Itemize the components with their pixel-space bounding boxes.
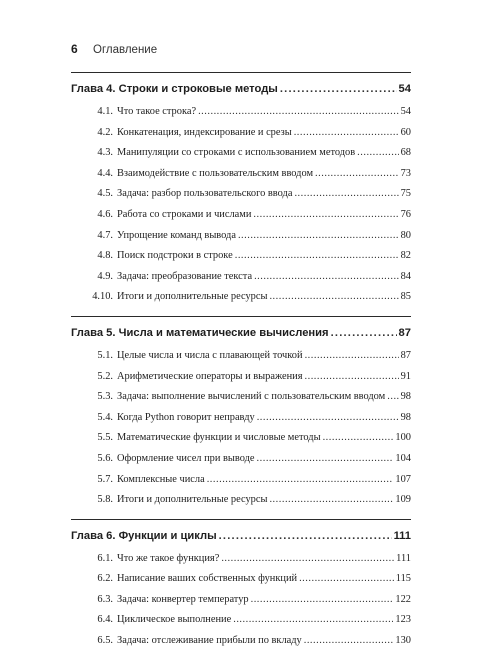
- section-title: Комплексные числа: [117, 473, 205, 485]
- section-page: 100: [395, 432, 411, 444]
- section-page: 107: [395, 473, 411, 485]
- section-title: Что такое строка?: [117, 106, 197, 117]
- toc-entry: [79, 143, 411, 164]
- section-page: 109: [395, 494, 411, 506]
- section-page: 115: [395, 573, 411, 585]
- running-head-title: Оглавление: [93, 44, 158, 56]
- dot-leader: [315, 164, 399, 185]
- toc-chapter: [71, 316, 411, 519]
- toc-entry: [79, 367, 411, 388]
- dot-leader: [198, 102, 399, 123]
- section-page: 76: [400, 208, 411, 220]
- chapter-page: 111: [393, 529, 411, 542]
- chapter-title: Глава 6. Функции и циклы: [71, 529, 217, 542]
- dot-leader: [233, 610, 393, 631]
- section-page: 75: [400, 188, 411, 200]
- dot-leader: [235, 246, 399, 267]
- section-title: Задача: выполнение вычислений с пользовательским вводом: [117, 391, 386, 403]
- dot-leader: [357, 143, 398, 164]
- toc-entry: [79, 164, 411, 185]
- section-page: 80: [400, 229, 411, 241]
- toc-entry: [79, 449, 411, 470]
- section-page: 60: [400, 126, 411, 138]
- section-page: 85: [400, 291, 411, 303]
- dot-leader: [257, 449, 394, 470]
- section-title: Итоги и дополнительные ресурсы: [117, 494, 268, 506]
- toc-entry: [79, 408, 411, 429]
- section-page: 84: [400, 270, 411, 282]
- dot-leader: [387, 387, 398, 408]
- toc-entry: [79, 102, 411, 123]
- section-number: 6.2.: [97, 573, 113, 585]
- section-number: 4.10.: [92, 291, 113, 303]
- section-page: 87: [400, 349, 411, 361]
- section-number: 5.3.: [97, 391, 113, 403]
- dot-leader: [254, 267, 399, 288]
- dot-leader: [323, 428, 394, 449]
- section-page: 82: [400, 250, 411, 262]
- chapter-title: Глава 5. Числа и математические вычисления: [71, 326, 329, 339]
- section-number: 4.9.: [97, 270, 113, 282]
- dot-leader: [294, 123, 399, 144]
- section-number: 6.4.: [97, 614, 113, 626]
- section-number: 4.6.: [97, 208, 113, 220]
- dot-leader: [299, 569, 394, 590]
- table-of-contents: [71, 72, 411, 660]
- section-title: Целые числа и числа с плавающей точкой: [117, 349, 303, 361]
- dot-leader: [238, 226, 399, 247]
- toc-entry: [79, 470, 411, 491]
- dot-leader: [219, 523, 392, 549]
- dot-leader: [305, 367, 399, 388]
- section-title: Оформление чисел при выводе: [117, 452, 255, 464]
- section-list: [71, 102, 411, 316]
- section-number: 4.4.: [97, 167, 113, 179]
- section-title: Работа со строками и числами: [117, 208, 252, 220]
- section-page: 104: [395, 452, 411, 464]
- section-title: Когда Python говорит неправду: [117, 411, 255, 423]
- section-number: 5.7.: [97, 473, 113, 485]
- dot-leader: [257, 408, 399, 429]
- chapter-page: 54: [398, 83, 411, 95]
- section-number: 4.1.: [97, 106, 113, 117]
- dot-leader: [221, 549, 394, 570]
- toc-entry: [79, 428, 411, 449]
- dot-leader: [280, 76, 397, 102]
- section-page: 98: [400, 391, 411, 403]
- section-title: Что же такое функция?: [117, 552, 220, 564]
- toc-entry: [79, 387, 411, 408]
- toc-entry: [79, 184, 411, 205]
- toc-entry: [79, 346, 411, 367]
- section-number: 4.5.: [97, 188, 113, 200]
- section-title: Циклическое выполнение: [117, 614, 232, 626]
- section-page: 73: [400, 167, 411, 179]
- section-title: Итоги и дополнительные ресурсы: [117, 291, 268, 303]
- section-number: 6.5.: [97, 635, 113, 647]
- chapter-entry: [71, 73, 411, 102]
- section-title: Упрощение команд вывода: [117, 229, 236, 241]
- section-number: 4.7.: [97, 229, 113, 241]
- section-page: 98: [400, 411, 411, 423]
- chapter-entry: [71, 317, 411, 346]
- section-number: 5.4.: [97, 411, 113, 423]
- toc-entry: [79, 226, 411, 247]
- chapter-entry: [71, 520, 411, 549]
- section-number: 6.3.: [97, 593, 113, 605]
- section-number: 5.6.: [97, 452, 113, 464]
- section-page: 130: [395, 635, 411, 647]
- toc-entry: [79, 205, 411, 226]
- section-number: 5.8.: [97, 494, 113, 506]
- section-title: Задача: конвертер температур: [117, 593, 249, 605]
- section-title: Математические функции и числовые методы: [117, 432, 321, 444]
- section-title: Взаимодействие с пользовательским вводом: [117, 167, 314, 179]
- dot-leader: [304, 631, 394, 652]
- dot-leader: [331, 320, 397, 346]
- section-title: Задача: разбор пользовательского ввода: [117, 188, 293, 200]
- section-page: 54: [400, 106, 411, 117]
- section-title: Поиск подстроки в строке: [117, 250, 233, 262]
- chapter-title: Глава 4. Строки и строковые методы: [71, 83, 278, 95]
- toc-entry: [79, 490, 411, 511]
- section-title: Задача: преобразование текста: [117, 270, 253, 282]
- section-number: 4.2.: [97, 126, 113, 138]
- section-title: Написание ваших собственных функций: [117, 573, 298, 585]
- dot-leader: [253, 205, 398, 226]
- section-page: 122: [395, 593, 411, 605]
- toc-entry: [79, 590, 411, 611]
- section-list: [71, 346, 411, 519]
- section-list: [71, 549, 411, 660]
- section-number: 5.5.: [97, 432, 113, 444]
- dot-leader: [251, 590, 394, 611]
- dot-leader: [294, 184, 398, 205]
- dot-leader: [269, 490, 393, 511]
- section-number: 4.3.: [97, 147, 113, 159]
- toc-entry: [79, 267, 411, 288]
- dot-leader: [269, 287, 398, 308]
- dot-leader: [207, 470, 394, 491]
- page-number: 6: [71, 42, 78, 56]
- toc-entry: [79, 246, 411, 267]
- section-title: Конкатенация, индексирование и срезы: [117, 126, 292, 138]
- section-title: Арифметические операторы и выражения: [117, 370, 303, 382]
- section-title: Манипуляции со строками с использованием методов: [117, 147, 356, 159]
- section-page: 68: [400, 147, 411, 159]
- section-title: Задача: отслеживание прибыли по вкладу: [117, 635, 302, 647]
- toc-entry: [79, 549, 411, 570]
- section-page: 91: [400, 370, 411, 382]
- toc-entry: [79, 569, 411, 590]
- section-number: 6.1.: [97, 552, 113, 564]
- toc-entry: [79, 610, 411, 631]
- section-page: 111: [396, 552, 411, 564]
- toc-entry: [79, 123, 411, 144]
- chapter-page: 87: [398, 326, 411, 339]
- toc-entry: [79, 287, 411, 308]
- section-number: 4.8.: [97, 250, 113, 262]
- section-number: 5.1.: [97, 349, 113, 361]
- toc-chapter: [71, 519, 411, 660]
- toc-chapter: [71, 72, 411, 316]
- section-number: 5.2.: [97, 370, 113, 382]
- running-head: [71, 42, 411, 58]
- dot-leader: [305, 346, 399, 367]
- section-page: 123: [395, 614, 411, 626]
- toc-entry: [79, 631, 411, 652]
